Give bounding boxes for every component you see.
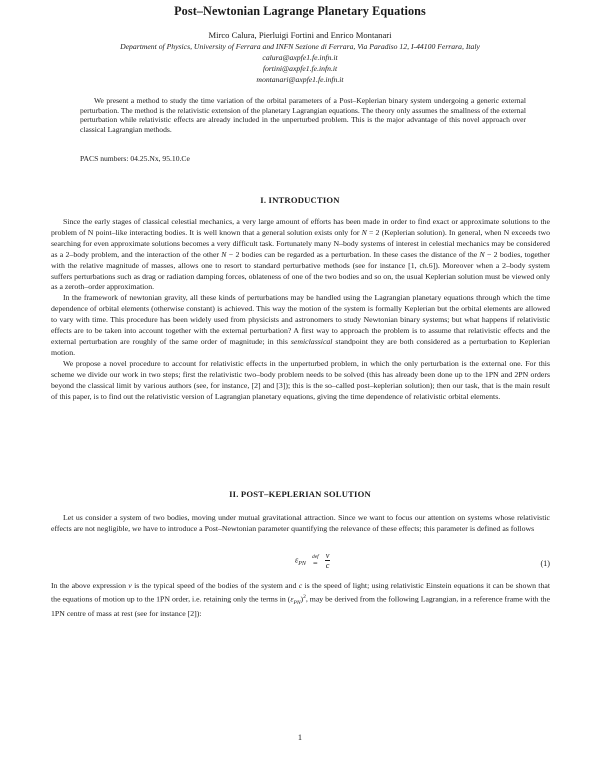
equation-number: (1) — [540, 559, 550, 568]
email-1: calura@axpfe1.fe.infn.it — [262, 53, 338, 62]
pk-paragraph-1: Let us consider a system of two bodies, moving under mutual gravitational attraction. Since we want to focus our attention on systems whose relativistic effects are not negligible, we have to introduce a Post–Newtonian parameter quantifying the relevance of these effects; this parameter is defined as follows — [51, 513, 550, 533]
intro-paragraph-1: Since the early stages of classical celestial mechanics, a very large amount of efforts has been made in order to find exact or approximate solutions to the problem of N point–like interacting bodies. It is well known that a general solution exists only for N = 2 (Keplerian solution). In general, when N exceeds two searching for even approximate solutions becomes a very difficult task. Fortunately many N–body systems of interest in celestial mechanics may be considered as a 2–body problem, and the interaction of the other N − 2 bodies can be regarded as a perturbation. In these cases the distance of the N − 2 bodies, together with the relative magnitude of masses, allows one to resort to standard perturbative methods (see for instance [1, ch.6]). Moreover when a 2–body system suffers perturbations such as drag or radiation damping forces, oblateness of one of the two bodies and so on, the usual Keplerian solution must be viewed only as a zeroth–order approximation. — [51, 217, 551, 292]
post-keplerian-body — [51, 513, 550, 535]
post-keplerian-body-continued — [51, 581, 550, 620]
section-heading-introduction: I. INTRODUCTION — [260, 195, 340, 205]
pk-paragraph-2: In the above expression v is the typical speed of the bodies of the system and c is the speed of light; using relativistic Einstein equations it can be shown that the equations of motion up to the 1PN order, i.e. retaining only the terms in $(\varepsilon_{PN})^2$, may be derived from the following Lagrangian, in a reference frame with the 1PN centre of mass at rest (see for instance [2]): — [51, 581, 550, 618]
equation-1 — [51, 551, 550, 577]
equation-expression: $\varepsilon_{PN}$ def = $\frac{v}{c}$ — [295, 551, 330, 570]
affiliation: Department of Physics, University of Ferrara and INFN Sezione di Ferrara, Via Paradiso 12, I-44100 Ferrara, Italy — [120, 42, 480, 51]
affiliation-block — [60, 41, 540, 85]
pacs-numbers: PACS numbers: 04.25.Nx, 95.10.Ce — [80, 154, 190, 163]
page-number: 1 — [297, 733, 303, 742]
email-3: montanari@axpfe1.fe.infn.it — [256, 75, 344, 84]
email-2: fortini@axpfe1.fe.infn.it — [262, 64, 338, 73]
abstract: We present a method to study the time variation of the orbital parameters of a Post–Keplerian binary system undergoing a generic external perturbation. The method is the relativistic extension of the planetary Lagrangian equations. The theory only assumes the smallness of the external perturbation while relativistic effects are already included in the unperturbed problem. This is the major advantage of this novel approach over classical Lagrangian methods. — [80, 96, 526, 135]
paper-title: Post–Newtonian Lagrange Planetary Equations — [174, 4, 426, 18]
intro-paragraph-2: In the framework of newtonian gravity, all these kinds of perturbations may be handled using the Lagrangian planetary equations through which the time dependence of orbital elements (otherwise constant) is achieved. This way the motion of the system is formally Keplerian but the orbital elements are allowed to vary with time. This procedure has been widely used from physicists and astronomers to study Newtonian binary systems; but what happens if relativistic effects are to be taken into account together with the external perturbation? A first way to approach the problem is to assume that relativistic effects and the external perturbation are roughly of the same order of magnitude; in this semiclassical standpoint they are both considered as a perturbation to Keplerian motion. — [51, 293, 550, 357]
intro-paragraph-3: We propose a novel procedure to account for relativistic effects in the unperturbed problem, in which the only perturbation is the external one. For this scheme we divide our work in two steps; first the relativistic two–body problem needs to be solved (this has already been done up to the 1PN and 2PN orders beyond the classical limit by various authors (see, for instance, [2] and [3]); this is the so–called post–keplerian solution); then our task, that is the main result of this paper, is to find out the relativistic version of Lagrangian planetary equations, giving the time dependence of relativistic orbital elements. — [51, 358, 550, 401]
section-heading-post-keplerian: II. POST–KEPLERIAN SOLUTION — [229, 489, 371, 499]
introduction-body — [51, 217, 550, 402]
author-list: Mirco Calura, Pierluigi Fortini and Enrico Montanari — [208, 30, 392, 40]
